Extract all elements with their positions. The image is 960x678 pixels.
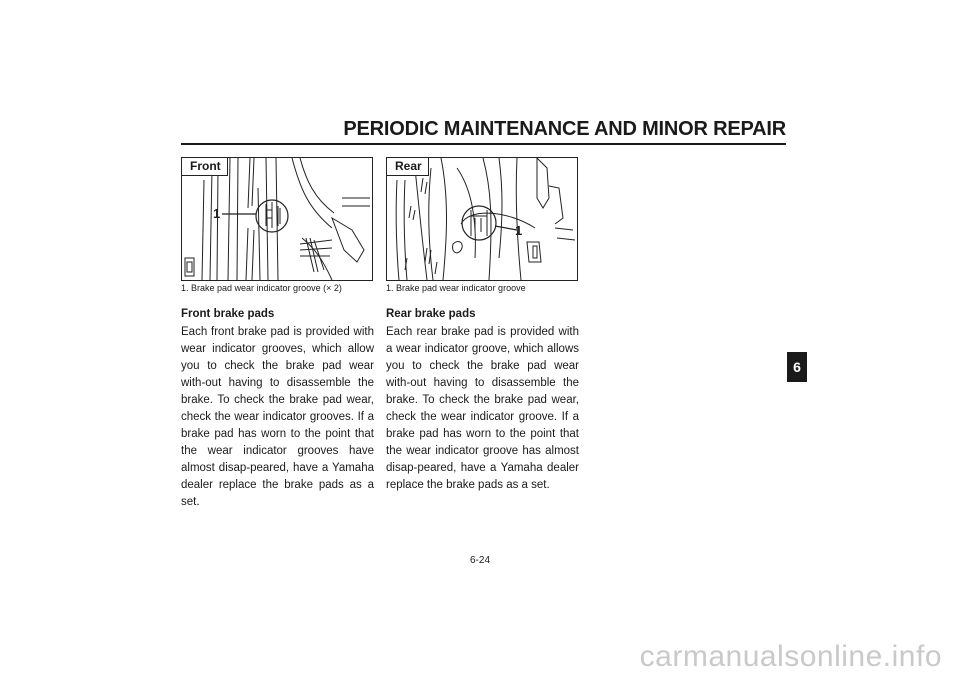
rear-brake-pads-section <box>386 306 579 494</box>
rear-figure-tag: Rear <box>387 158 429 176</box>
front-brake-pads-heading: Front brake pads <box>181 308 275 320</box>
front-brake-pads-body: Each front brake pad is provided with wear indicator grooves, which allow you to check the brake pad wear with-out having to disassemble the brake. To check the brake pad wear, check the wear indicator grooves. If a brake pad has worn to the point that the wear indicator grooves have almost disap-peared, have a Yamaha dealer replace the brake pads as a set. <box>181 326 374 508</box>
front-callout-number: 1 <box>213 206 221 221</box>
rear-brake-drawing <box>387 158 577 280</box>
front-brake-pads-section <box>181 306 374 511</box>
rear-figure-caption: 1. Brake pad wear indicator groove <box>386 283 526 293</box>
rear-brake-illustration <box>386 157 578 281</box>
rear-brake-pads-body: Each rear brake pad is provided with a wear indicator groove, which allows you to check the brake pad wear with-out having to disassemble the brake. To check the brake pad wear, check the wear indicator groove. If a brake pad has worn to the point that the wear indicator groove has almost disap-peared, have a Yamaha dealer replace the brake pads as a set. <box>386 326 579 491</box>
front-brake-drawing <box>182 158 372 280</box>
rear-callout-number: 1 <box>515 223 523 238</box>
rear-brake-pads-heading: Rear brake pads <box>386 308 476 320</box>
chapter-tab: 6 <box>787 352 807 382</box>
front-figure-caption: 1. Brake pad wear indicator groove (× 2) <box>181 283 342 293</box>
watermark: carmanualsonline.info <box>639 640 942 673</box>
front-brake-illustration <box>181 157 373 281</box>
front-figure-tag: Front <box>182 158 228 176</box>
page-number: 6-24 <box>469 555 490 566</box>
page-title: PERIODIC MAINTENANCE AND MINOR REPAIR <box>343 118 786 140</box>
header-rule <box>181 143 786 145</box>
